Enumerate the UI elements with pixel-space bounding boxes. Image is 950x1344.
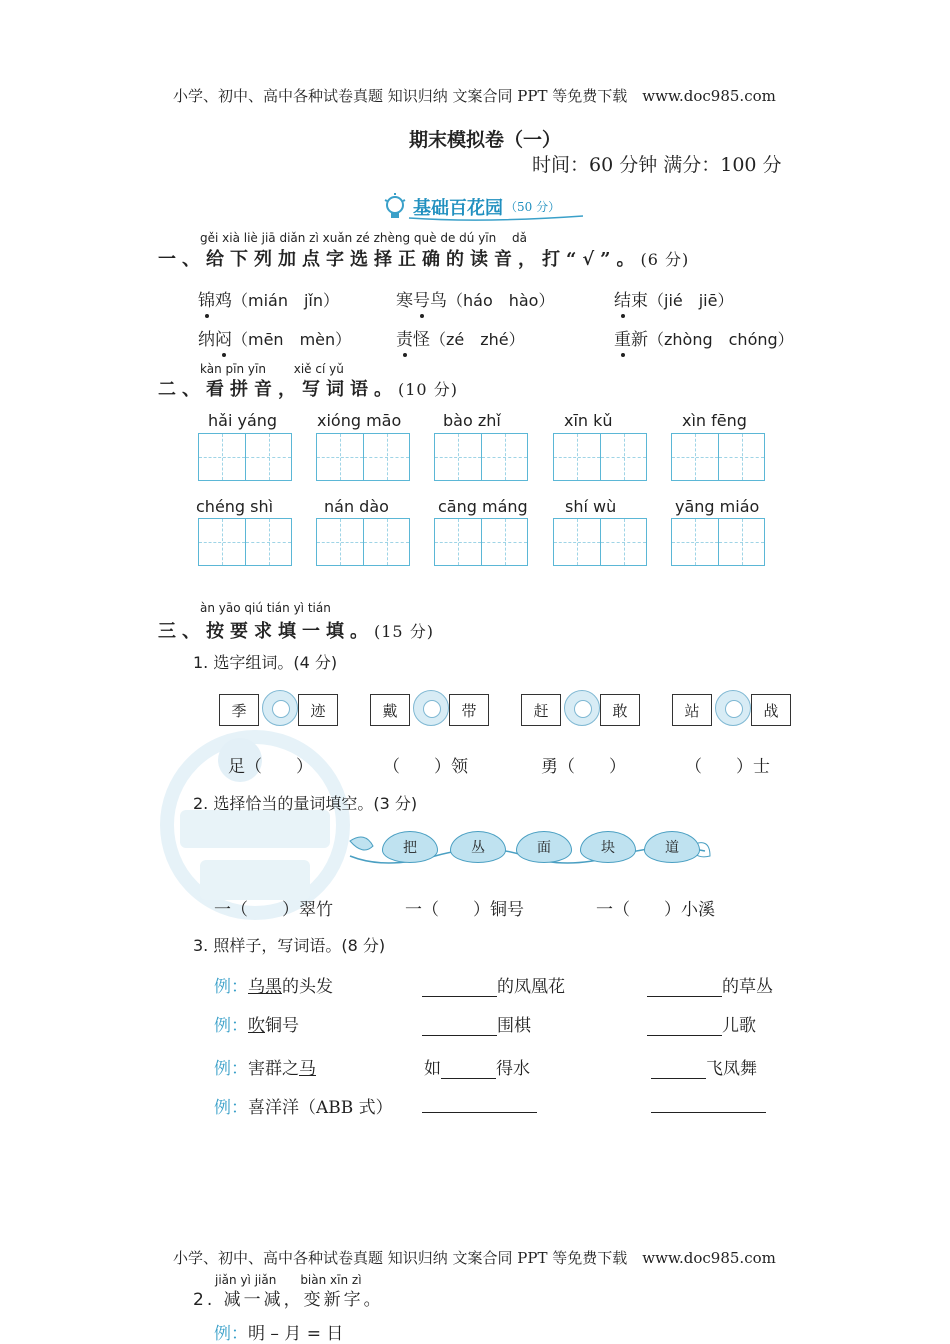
next-q-pinyin: jiǎn yì jiǎn biàn xīn zì (215, 1273, 362, 1287)
q2-heading (158, 375, 458, 401)
q3-points: (15 分) (374, 622, 434, 641)
fill-blank[interactable]: 足（ ） (228, 757, 313, 777)
q1-item: 结束（jié jiē） (614, 291, 734, 311)
char-option[interactable]: 迹 (298, 694, 338, 726)
q1-item: 重新（zhòng chóng） (614, 330, 794, 350)
fill-blank[interactable]: 飞凤舞 (651, 1054, 757, 1079)
section-banner-label: 基础百花园 (413, 198, 503, 219)
q3-text: 三、按要求填一填。 (158, 621, 374, 642)
measure-word-option[interactable]: 把 (382, 831, 438, 863)
q2-text: 二、看拼音，写词语。 (158, 379, 398, 400)
fill-blank[interactable]: 一（ ）铜号 (405, 900, 524, 920)
fill-blank[interactable] (651, 1093, 766, 1113)
fill-blank[interactable]: 儿歌 (647, 1011, 756, 1036)
fill-blank[interactable]: 的草丛 (647, 972, 773, 997)
fill-blank[interactable]: 一（ ）翠竹 (214, 900, 333, 920)
writing-grid[interactable] (434, 433, 528, 481)
measure-word-option[interactable]: 丛 (450, 831, 506, 863)
writing-grid[interactable] (316, 518, 410, 566)
monkey-icon (413, 690, 449, 726)
q2-pinyin-label: nán dào (324, 497, 389, 516)
q1-item: 寒号鸟（háo hào） (396, 291, 555, 311)
q1-item: 责怪（zé zhé） (396, 330, 525, 350)
q3-pinyin: àn yāo qiú tián yì tián (200, 601, 331, 615)
site-footer-header: 小学、初中、高中各种试卷真题 知识归纳 文案合同 PPT 等免费下载 www.doc985.com (173, 1249, 776, 1267)
char-option[interactable]: 带 (449, 694, 489, 726)
q1-item: 锦鸡（mián jǐn） (198, 291, 340, 311)
fill-blank[interactable]: （ ）领 (383, 757, 468, 777)
measure-word-option[interactable]: 道 (644, 831, 700, 863)
char-option[interactable]: 赶 (521, 694, 561, 726)
char-option[interactable]: 战 (751, 694, 791, 726)
next-q-example: 例：明 – 月 = 日 (214, 1324, 344, 1344)
writing-grid[interactable] (671, 518, 765, 566)
fill-blank[interactable]: （ ）士 (685, 757, 770, 777)
q2-pinyin-label: cāng máng (438, 497, 528, 516)
fill-blank[interactable]: 的凤凰花 (422, 972, 565, 997)
next-q-text: 2. 减一减，变新字。 (193, 1290, 384, 1310)
writing-grid[interactable] (198, 433, 292, 481)
q2-pinyin-label: chéng shì (196, 497, 274, 516)
q2-pinyin-label: yāng miáo (675, 497, 760, 516)
q2-pinyin-label: hǎi yáng (208, 411, 278, 430)
writing-grid[interactable] (553, 433, 647, 481)
q1-points: (6 分) (640, 250, 690, 269)
writing-grid[interactable] (198, 518, 292, 566)
site-header: 小学、初中、高中各种试卷真题 知识归纳 文案合同 PPT 等免费下载 www.doc985.com (173, 87, 776, 105)
q1-item: 纳闷（mēn mèn） (198, 330, 352, 350)
char-option[interactable]: 季 (219, 694, 259, 726)
q1-text: 一、给下列加点字选择正确的读音，打“√”。 (158, 249, 641, 270)
q3-sub3-label: 3. 照样子，写词语。(8 分) (193, 936, 386, 955)
fill-blank[interactable]: 勇（ ） (541, 757, 626, 777)
measure-word-option[interactable]: 块 (580, 831, 636, 863)
page-title: 期末模拟卷（一） (409, 129, 562, 151)
q3-sub2-label: 2. 选择恰当的量词填空。(3 分) (193, 794, 418, 813)
q1-pinyin: gěi xià liè jiā diǎn zì xuǎn zé zhèng què de dú yīn dǎ (200, 231, 528, 245)
q2-pinyin-label: xìn fēng (682, 411, 747, 430)
exam-meta: 时间：60 分钟 满分：100 分 (532, 154, 782, 176)
fill-blank[interactable]: 一（ ）小溪 (596, 900, 715, 920)
q3-heading (158, 617, 434, 643)
q2-pinyin-label: bào zhǐ (443, 411, 501, 430)
q1-heading (158, 245, 689, 271)
writing-grid[interactable] (316, 433, 410, 481)
fill-blank[interactable]: 如 得水 (424, 1059, 530, 1079)
writing-grid[interactable] (671, 433, 765, 481)
q2-pinyin-label: xīn kǔ (564, 411, 613, 430)
example-row: 例：害群之马 (214, 1059, 316, 1079)
monkey-icon (715, 690, 751, 726)
q2-points: (10 分) (398, 380, 458, 399)
example-row: 例：乌黑的头发 (214, 977, 333, 997)
writing-grid[interactable] (553, 518, 647, 566)
char-option[interactable]: 站 (672, 694, 712, 726)
q2-pinyin-label: shí wù (565, 497, 617, 516)
fill-blank[interactable]: 围棋 (422, 1011, 531, 1036)
measure-word-option[interactable]: 面 (516, 831, 572, 863)
writing-grid[interactable] (434, 518, 528, 566)
section-banner-points: （50 分） (505, 200, 561, 214)
fill-blank[interactable] (422, 1093, 537, 1113)
q2-pinyin-label: xióng māo (317, 411, 402, 430)
q3-sub1-label: 1. 选字组词。(4 分) (193, 653, 338, 672)
monkey-icon (564, 690, 600, 726)
char-option[interactable]: 戴 (370, 694, 410, 726)
monkey-icon (262, 690, 298, 726)
q2-pinyin: kàn pīn yīn xiě cí yǔ (200, 362, 344, 376)
char-option[interactable]: 敢 (600, 694, 640, 726)
example-row: 例：喜洋洋（ABB 式） (214, 1098, 393, 1118)
example-row: 例：吹铜号 (214, 1016, 299, 1036)
